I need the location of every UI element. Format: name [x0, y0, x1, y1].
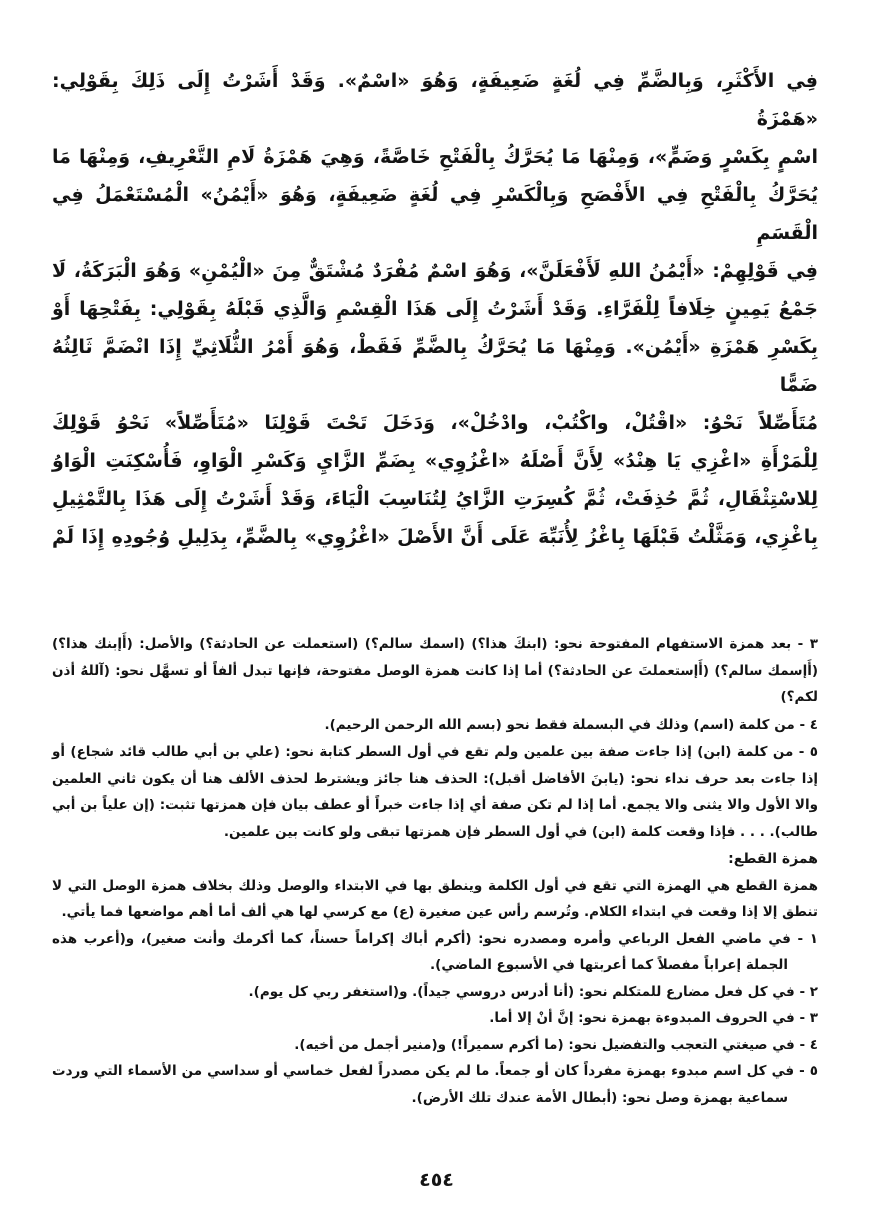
main-text-line: بِاغْزِي، وَمَثَّلْتُ قَبْلَهَا بِاغْزُ لِأُنَبِّهَ عَلَى أَنَّ الأَصْلَ «اغْزُوِي» بِالضَّمِّ، بِدَلِيلِ وُجُودِهِ إِذَا لَمْ — [52, 526, 818, 548]
footnote-3: ٣ - بعد همزة الاستفهام المفتوحة نحو: (ابنكَ هذا؟) (اسمك سالم؟) (استعملت عن الحادثة؟) والأصل: (أَإبنك هذا؟) (أَإسمك سالم؟) (أَإستعملتَ عن الحادثة؟) أما إذا كانت همزة الوصل مفتوحة، فإنها تبدل ألفاً أو تسهَّل نحو: (آللهُ أذن لكم؟) — [52, 636, 818, 705]
footnote-4: ٤ - من كلمة (اسم) وذلك في البسملة فقط نحو (بسم الله الرحمن الرحيم). — [324, 716, 818, 733]
section-item-2: ٢ - في كل فعل مضارع للمتكلم نحو: (أنا أدرس دروسي جيداً). و(استغفر ربي كل يوم). — [248, 983, 818, 1000]
footnotes-block — [0, 556, 873, 1111]
section-item-5: ٥ - في كل اسم مبدوء بهمزة مفرداً كان أو جمعاً. ما لم يكن مصدراً لفعل خماسي أو سداسي من الأسماء التي وردت سماعية بهمزة وصل نحو: (أبطال الأمة عندك تلك الأرض). — [52, 1063, 818, 1106]
section-item-3: ٣ - في الحروف المبدوءة بهمزة نحو: إنَّ أنْ إلا أما. — [489, 1010, 818, 1026]
section-heading-hamzat-alqat: همزة القطع: — [728, 851, 818, 867]
main-text-line: فِي قَوْلِهِمْ: «أَيْمُنُ اللهِ لَأَفْعَلَنَّ»، وَهُوَ اسْمٌ مُفْرَدٌ مُشْتَقٌّ مِنَ «الْيُمْنِ» وَهُوَ الْبَرَكَةُ، لَا — [52, 260, 818, 282]
page-number: ٤٥٤ — [419, 1169, 454, 1191]
main-text-line: اسْمٍ بِكَسْرٍ وَضَمٍّ»، وَمِنْهَا مَا يُحَرَّكُ بِالْفَتْحِ خَاصَّةً، وَهِيَ هَمْزَةُ لَامِ التَّعْرِيفِ، وَمِنْهَا مَا — [52, 146, 818, 168]
main-text-line: بِكَسْرِ هَمْزَةِ «أَيْمُن». وَمِنْهَا مَا يُحَرَّكُ بِالضَّمِّ فَقَطْ، وَهُوَ أَمْرُ الثُّلَاثِيِّ إِذَا انْضَمَّ ثَالِثُهُ ضَمًّا — [52, 336, 818, 396]
section-item-1: ١ - في ماضي الفعل الرباعي وأمره ومصدره نحو: (أكرم أباك إكراماً حسناً، كما أكرمك وأنت صغير)، و(أعرب هذه الجملة إعراباً مفصلاً كما أعربتها في الأسبوع الماضي). — [52, 930, 818, 973]
section-item-4: ٤ - في صيغتي التعجب والتفضيل نحو: (ما أكرم سميراً!) و(منير أجمل من أخيه). — [294, 1036, 818, 1053]
main-text-line: لِلاسْتِثْقَالِ، ثُمَّ حُذِفَتْ، ثُمَّ كُسِرَتِ الزَّايُ لِتُنَاسِبَ الْيَاءَ، وَقَدْ أَشَرْتُ إِلَى هَذَا بِالتَّمْثِيلِ — [52, 488, 818, 510]
main-text-block — [0, 0, 873, 556]
main-text-line: مُتَأَصِّلاً نَحْوُ: «اقْتُلْ، واكْتُبْ، وادْخُلْ»، وَدَخَلَ تَحْتَ قَوْلِنَا «مُتَأَصِّلاً» نَحْوُ قَوْلِكَ — [52, 412, 818, 434]
main-text-line: جَمْعُ يَمِينٍ خِلَافاً لِلْفَرَّاءِ. وَقَدْ أَشَرْتُ إِلَى هَذَا الْقِسْمِ وَالَّذِي قَبْلَهُ بِقَوْلِي: بِفَتْحِهَا أَوْ — [52, 298, 818, 320]
main-text-line: لِلْمَرْأَةِ «اغْزِي يَا هِنْدُ» لِأَنَّ أَصْلَهُ «اغْزُوِي» بِضَمِّ الزَّايِ وَكَسْرِ الْوَاوِ، فَأُسْكِنَتِ الْوَاوُ — [52, 450, 818, 472]
main-text-line: فِي الأَكْثَرِ، وَبِالضَّمِّ فِي لُغَةٍ ضَعِيفَةٍ، وَهُوَ «اسْمٌ». وَقَدْ أَشَرْتُ إِلَى ذَلِكَ بِقَوْلِي: «هَمْزَةُ — [52, 70, 818, 130]
main-text-line: يُحَرَّكُ بِالْفَتْحِ فِي الأَفْصَحِ وَبِالْكَسْرِ فِي لُغَةٍ ضَعِيفَةٍ، وَهُوَ «أَيْمُنُ» الْمُسْتَعْمَلُ فِي الْقَسَمِ — [52, 184, 818, 244]
section-intro: همزة القطع هي الهمزة التي تقع في أول الكلمة وينطق بها في الابتداء والوصل وذلك بخلاف همزة الوصل التي لا تنطق إلا إذا وقعت في ابتداء الكلام. وتُرسم رأس عين صغيرة (ع) مع كرسي لها هي ألف أما أهم مواضعها فما يأتي. — [52, 877, 818, 920]
footnote-5: ٥ - من كلمة (ابن) إذا جاءت صفة بين علمين ولم تقع في أول السطر كتابة نحو: (علي بن أبي طالب قائد شجاع) أو إذا جاءت بعد حرف نداء نحو: (يابنَ الأفاضل أقبل): الحذف هنا جائز ويشترط لحذف الألف هنا أن يكون ثاني العلمين والا الأول والا يثنى والا يجمع. أما إذا لم تكن صفة أي إذا جاءت خبراً أو عطف بيان فإن همزتها تثبت: (إن علياً بن أبي طالب). . . . فإذا وقعت كلمة (ابن) في أول السطر فإن همزتها تبقى ولو كانت بين علمين. — [52, 744, 818, 840]
